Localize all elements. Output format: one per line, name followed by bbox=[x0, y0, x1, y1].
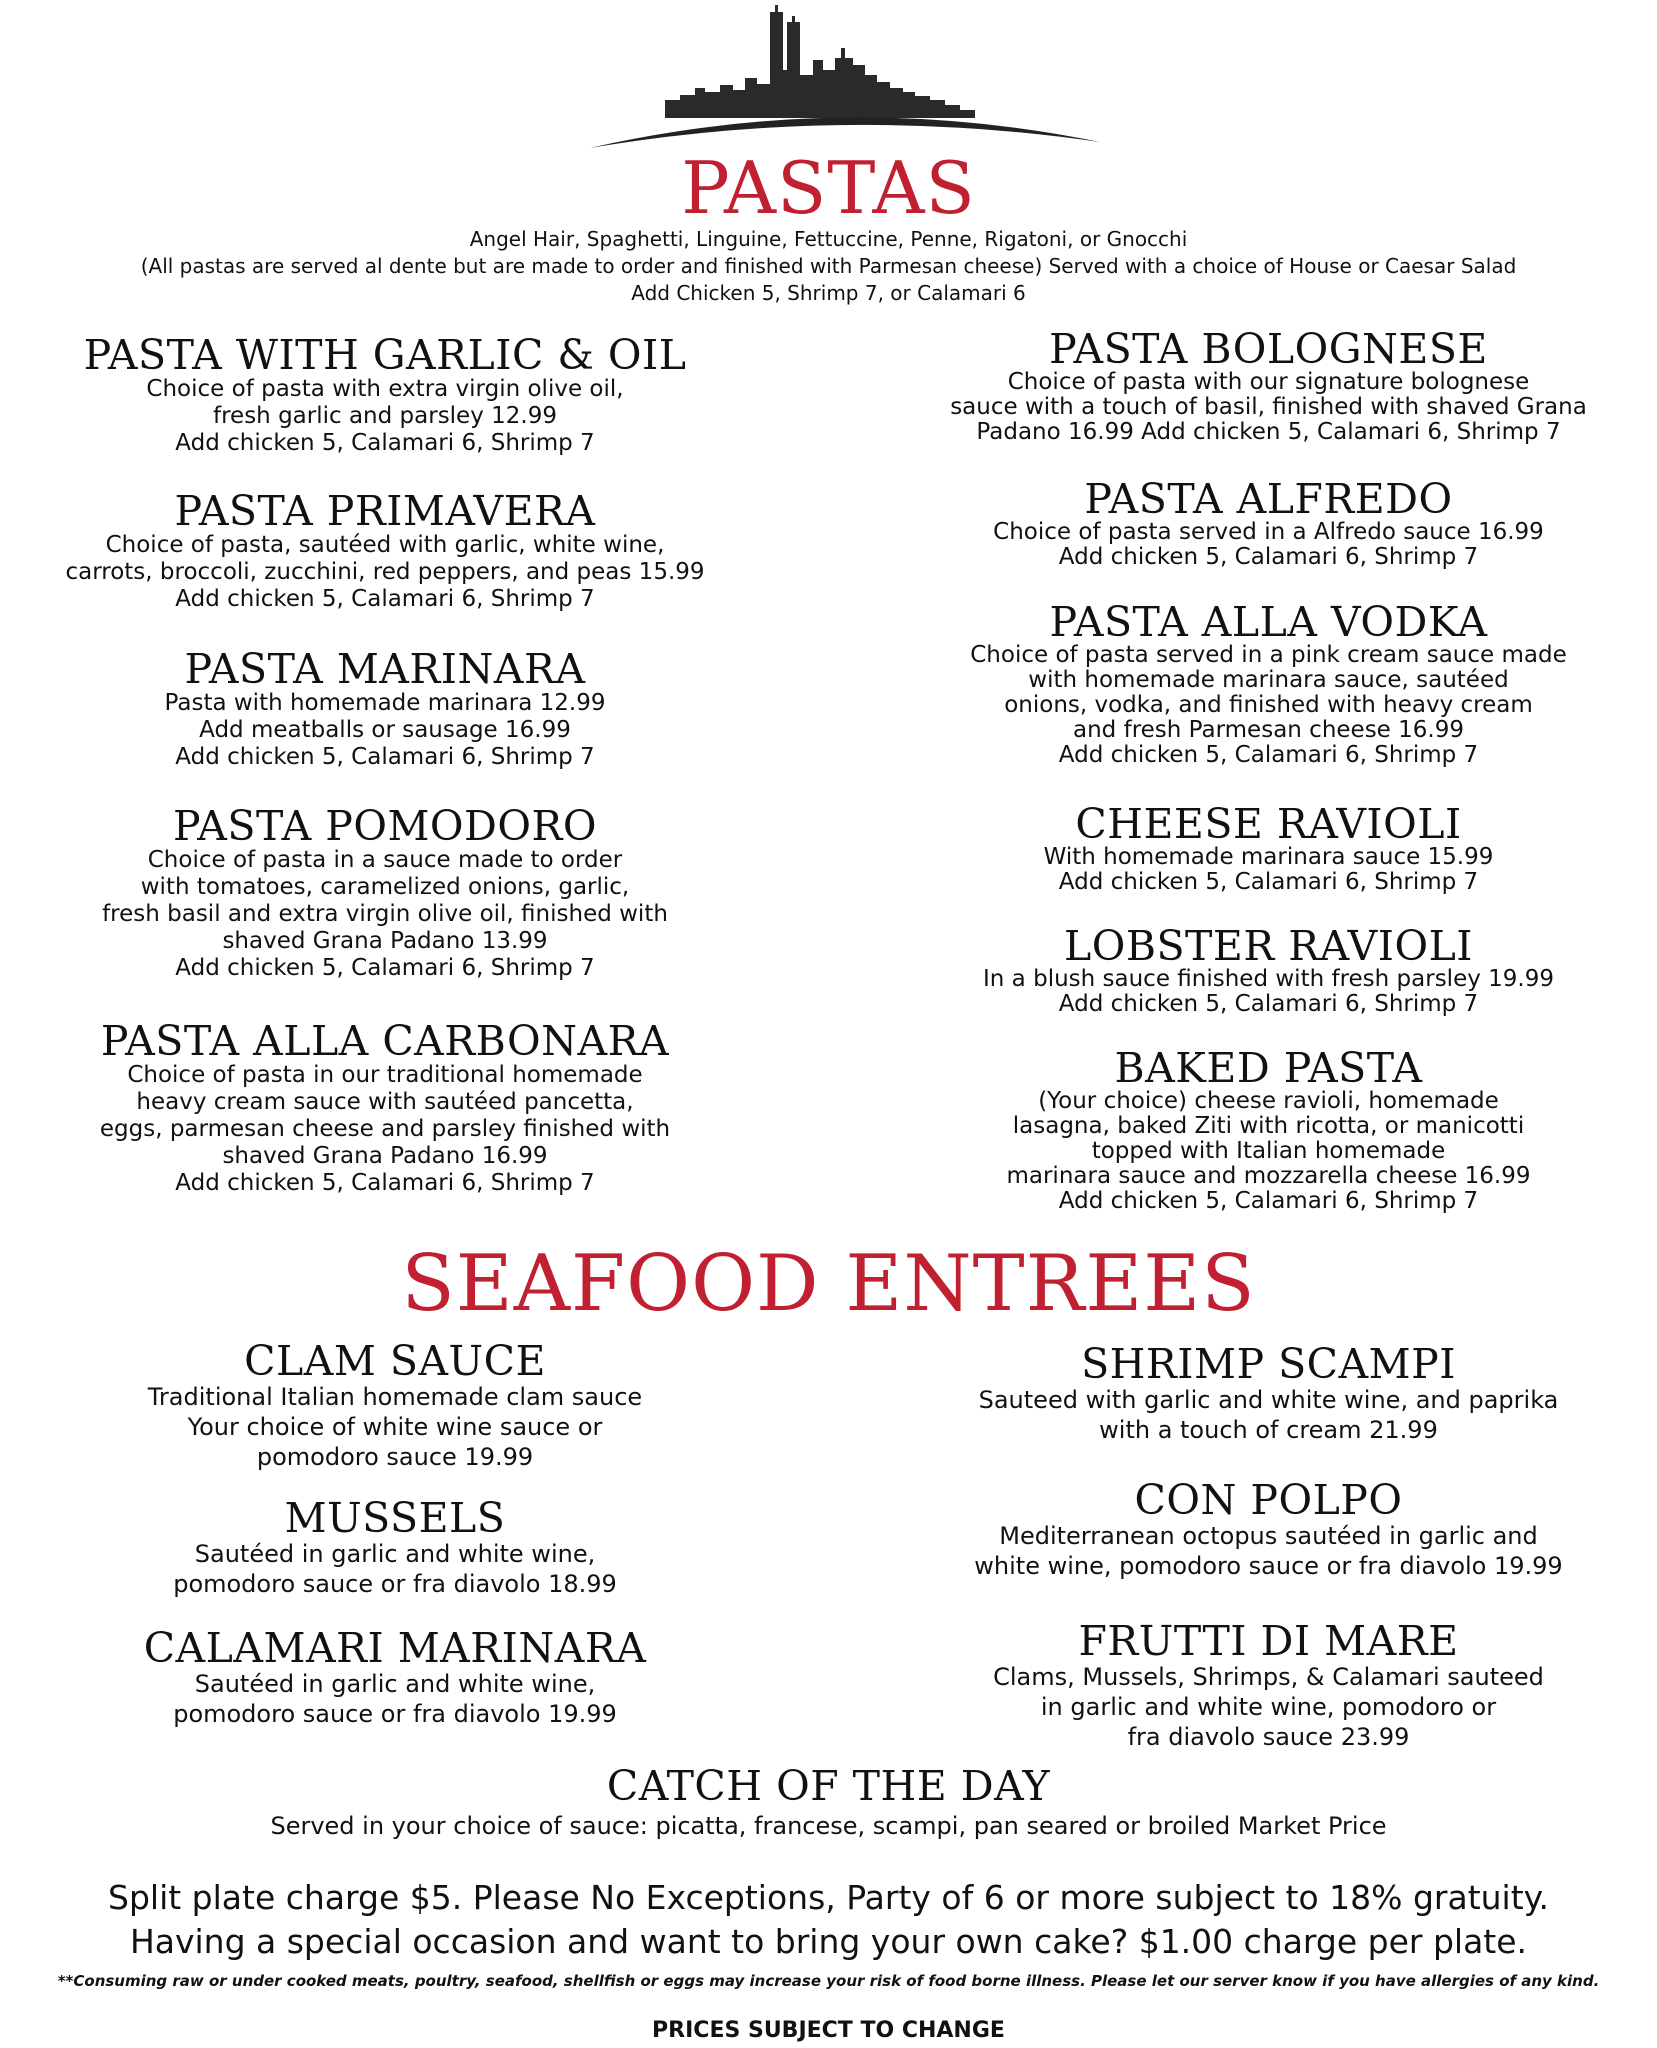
item-title: CLAM SAUCE bbox=[244, 1337, 546, 1385]
item-title: CATCH OF THE DAY bbox=[606, 1762, 1051, 1810]
item-title: PASTA ALLA VODKA bbox=[1049, 598, 1488, 646]
pasta-addons-line: Add Chicken 5, Shrimp 7, or Calamari 6 bbox=[631, 281, 1026, 305]
menu-item bbox=[880, 800, 1657, 895]
item-title: PASTA PRIMAVERA bbox=[174, 487, 596, 535]
item-description: Choice of pasta with our signature bolognese sauce with a touch of basil, finished with shaved Grana Padano 16.99 Add chicken 5, Calamari 6, Shrimp 7 bbox=[950, 369, 1587, 445]
item-description: Traditional Italian homemade clam sauce Your choice of white wine sauce or pomodoro sauce 19.99 bbox=[147, 1383, 643, 1471]
pasta-shapes-line: Angel Hair, Spaghetti, Linguine, Fettuccine, Penne, Rigatoni, or Gnocchi bbox=[469, 227, 1188, 251]
split-plate-notice: Split plate charge $5. Please No Exceptions, Party of 6 or more subject to 18% gratuity. bbox=[108, 1878, 1549, 1917]
item-description: Sautéed in garlic and white wine, pomodoro sauce or fra diavolo 18.99 bbox=[173, 1540, 617, 1598]
menu-item bbox=[880, 598, 1657, 768]
menu-item bbox=[880, 1340, 1657, 1445]
item-description: Choice of pasta in a sauce made to order with tomatoes, caramelized onions, garlic, fresh basil and extra virgin olive oil, finished with shaved Grana Padano 13.99 Add chicken 5, Calamari 6, Shrimp 7 bbox=[102, 847, 668, 981]
item-description: Choice of pasta served in a Alfredo sauce 16.99 Add chicken 5, Calamari 6, Shrimp 7 bbox=[993, 519, 1544, 570]
item-description: Choice of pasta served in a pink cream sauce made with homemade marinara sauce, sautéed onions, vodka, and finished with heavy cream and fresh Parmesan cheese 16.99 Add chicken 5, Calamari 6, Shrimp 7 bbox=[970, 642, 1567, 768]
item-title: FRUTTI DI MARE bbox=[1078, 1617, 1459, 1665]
cake-charge-notice: Having a special occasion and want to bring your own cake? $1.00 charge per plate. bbox=[129, 1922, 1528, 1961]
item-title: CALAMARI MARINARA bbox=[143, 1624, 647, 1672]
item-description: Served in your choice of sauce: picatta, francese, scampi, pan seared or broiled Market Price bbox=[270, 1812, 1387, 1840]
item-title: LOBSTER RAVIOLI bbox=[1063, 922, 1473, 970]
item-title: PASTA BOLOGNESE bbox=[1049, 325, 1488, 373]
menu-item bbox=[10, 1624, 780, 1729]
item-description: Sautéed in garlic and white wine, pomodoro sauce or fra diavolo 19.99 bbox=[173, 1670, 617, 1728]
menu-item bbox=[0, 487, 770, 613]
item-description: Choice of pasta in our traditional homemade heavy cream sauce with sautéed pancetta, eggs, parmesan cheese and parsley finished with shaved Grana Padano 16.99 Add chicken 5, Calamari 6, Shrimp 7 bbox=[99, 1062, 671, 1196]
item-description: (Your choice) cheese ravioli, homemade lasagna, baked Ziti with ricotta, or manicotti topped with Italian homemade marinara sauce and mozzarella cheese 16.99 Add chicken 5, Calamari 6, Shrimp 7 bbox=[1006, 1088, 1531, 1214]
menu-item bbox=[880, 1617, 1657, 1752]
item-description: Choice of pasta with extra virgin olive oil, fresh garlic and parsley 12.99 Add chicken 5, Calamari 6, Shrimp 7 bbox=[146, 376, 624, 456]
item-title: CON POLPO bbox=[1134, 1476, 1403, 1524]
item-title: PASTA ALFREDO bbox=[1084, 475, 1453, 523]
item-description: Choice of pasta, sautéed with garlic, white wine, carrots, broccoli, zucchini, red peppers, and peas 15.99 Add chicken 5, Calamari 6, Shrimp 7 bbox=[65, 532, 705, 612]
item-title: PASTA POMODORO bbox=[172, 802, 598, 850]
menu-item bbox=[0, 1762, 1657, 1841]
item-title: MUSSELS bbox=[284, 1494, 506, 1542]
seafood-section-title: SEAFOOD ENTREES bbox=[401, 1239, 1256, 1329]
pastas-section-title: PASTAS bbox=[681, 146, 976, 230]
menu-item bbox=[10, 1337, 780, 1472]
item-description: Mediterranean octopus sautéed in garlic and white wine, pomodoro sauce or fra diavolo 19.99 bbox=[974, 1522, 1563, 1580]
item-description: In a blush sauce finished with fresh parsley 19.99 Add chicken 5, Calamari 6, Shrimp 7 bbox=[983, 966, 1554, 1017]
menu-item bbox=[0, 1017, 770, 1197]
menu-item bbox=[0, 331, 770, 457]
menu-item bbox=[880, 1476, 1657, 1581]
food-safety-disclaimer: **Consuming raw or under cooked meats, poultry, seafood, shellfish or eggs may increase your risk of food borne illness. Please let our server know if you have allergies of any kind. bbox=[57, 1972, 1600, 1990]
city-skyline-logo bbox=[585, 0, 1105, 150]
menu-item bbox=[880, 922, 1657, 1017]
menu-item bbox=[0, 802, 770, 982]
menu-item bbox=[10, 1494, 780, 1599]
menu-item bbox=[880, 325, 1657, 445]
menu-item bbox=[0, 645, 770, 771]
menu-item bbox=[880, 475, 1657, 570]
item-description: Clams, Mussels, Shrimps, & Calamari sauteed in garlic and white wine, pomodoro or fra diavolo sauce 23.99 bbox=[993, 1663, 1544, 1751]
item-description: Sauteed with garlic and white wine, and paprika with a touch of cream 21.99 bbox=[978, 1386, 1559, 1444]
item-description: With homemade marinara sauce 15.99 Add chicken 5, Calamari 6, Shrimp 7 bbox=[1043, 844, 1494, 895]
item-title: CHEESE RAVIOLI bbox=[1075, 800, 1462, 848]
item-title: SHRIMP SCAMPI bbox=[1081, 1340, 1456, 1388]
item-title: BAKED PASTA bbox=[1114, 1044, 1423, 1092]
prices-notice: PRICES SUBJECT TO CHANGE bbox=[652, 2018, 1005, 2043]
pastas-intro bbox=[0, 226, 1657, 307]
menu-item bbox=[880, 1044, 1657, 1214]
item-title: PASTA WITH GARLIC & OIL bbox=[83, 331, 687, 379]
item-description: Pasta with homemade marinara 12.99 Add meatballs or sausage 16.99 Add chicken 5, Calamari 6, Shrimp 7 bbox=[164, 690, 606, 770]
item-title: PASTA MARINARA bbox=[184, 645, 586, 693]
item-title: PASTA ALLA CARBONARA bbox=[100, 1017, 670, 1065]
pasta-served-line: (All pastas are served al dente but are made to order and finished with Parmesan cheese) Served with a choice of House or Caesar Salad bbox=[140, 254, 1517, 278]
